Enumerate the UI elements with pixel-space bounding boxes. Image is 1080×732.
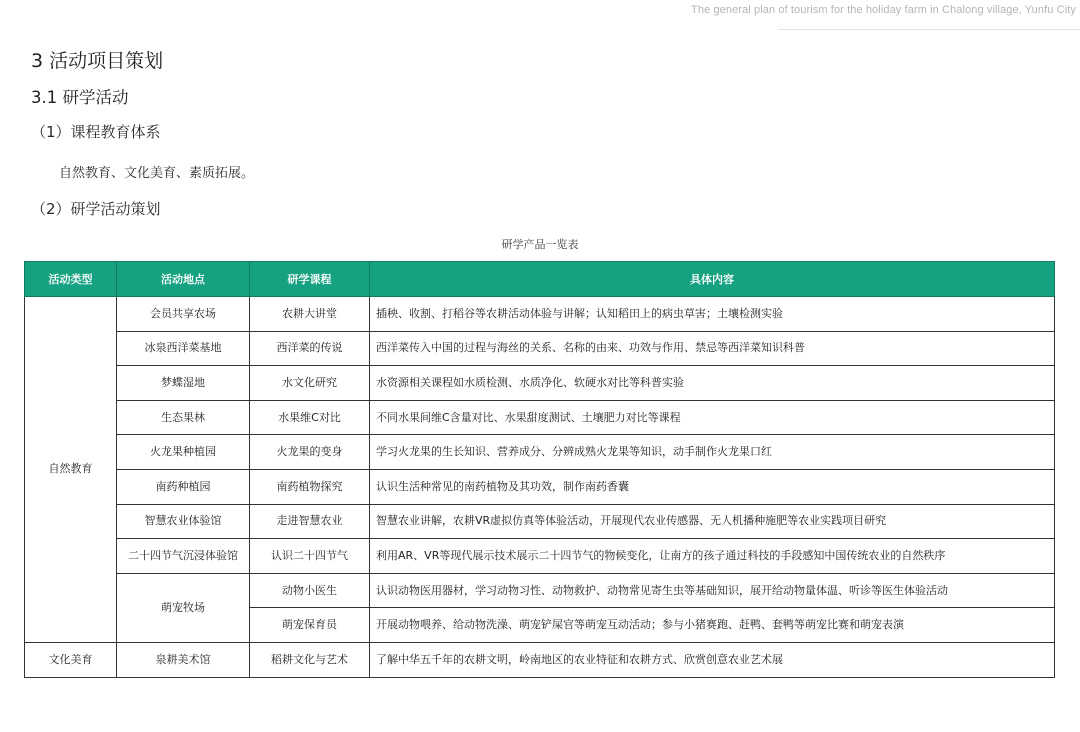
content-cell: 认识动物医用器材，学习动物习性、动物救护、动物常见寄生虫等基础知识，展开给动物量体温、听诊等医生体验活动	[370, 573, 1055, 608]
course-cell: 火龙果的变身	[250, 435, 370, 470]
product-table	[24, 261, 1055, 678]
table-row	[25, 504, 1055, 539]
content-cell: 水资源相关课程如水质检测、水质净化、软硬水对比等科普实验	[370, 366, 1055, 401]
header-type: 活动类型	[25, 262, 117, 297]
location-cell: 生态果林	[117, 400, 250, 435]
header-course: 研学课程	[250, 262, 370, 297]
table-row	[25, 539, 1055, 574]
table-row	[25, 400, 1055, 435]
course-cell: 水果维C对比	[250, 400, 370, 435]
header-location: 活动地点	[117, 262, 250, 297]
content-cell: 开展动物喂养、给动物洗澡、萌宠铲屎官等萌宠互动活动；参与小猪赛跑、赶鸭、套鸭等萌宠比赛和萌宠表演	[370, 608, 1055, 643]
header-content: 具体内容	[370, 262, 1055, 297]
table-row	[25, 573, 1055, 608]
location-cell: 梦蝶湿地	[117, 366, 250, 401]
location-cell: 火龙果种植园	[117, 435, 250, 470]
content-cell: 学习火龙果的生长知识、营养成分、分辨成熟火龙果等知识，动手制作火龙果口红	[370, 435, 1055, 470]
subsection-title: 3.1 研学活动	[31, 88, 129, 107]
content-cell: 了解中华五千年的农耕文明，岭南地区的农业特征和农耕方式、欣赏创意农业艺术展	[370, 642, 1055, 677]
table-row	[25, 469, 1055, 504]
course-system-text: 自然教育、文化美育、素质拓展。	[59, 166, 255, 181]
activity-plan-heading: （2）研学活动策划	[31, 200, 161, 218]
table-header-row	[25, 262, 1055, 297]
header-caption: The general plan of tourism for the holiday farm in Chalong village, Yunfu City	[691, 4, 1076, 16]
location-cell: 智慧农业体验馆	[117, 504, 250, 539]
content-cell: 不同水果间维C含量对比、水果甜度测试、土壤肥力对比等课程	[370, 400, 1055, 435]
table-row	[25, 366, 1055, 401]
section-title: 3 活动项目策划	[31, 50, 164, 72]
activity-type-cell: 自然教育	[25, 297, 117, 643]
course-cell: 农耕大讲堂	[250, 297, 370, 332]
content-cell: 插秧、收割、打稻谷等农耕活动体验与讲解；认知稻田上的病虫草害；土壤检测实验	[370, 297, 1055, 332]
course-cell: 西洋菜的传说	[250, 331, 370, 366]
location-cell: 冰泉西洋菜基地	[117, 331, 250, 366]
content-cell: 认识生活种常见的南药植物及其功效，制作南药香囊	[370, 469, 1055, 504]
course-cell: 稻耕文化与艺术	[250, 642, 370, 677]
course-cell: 认识二十四节气	[250, 539, 370, 574]
course-cell: 萌宠保育员	[250, 608, 370, 643]
course-cell: 动物小医生	[250, 573, 370, 608]
header-rule	[778, 29, 1080, 30]
location-cell: 会员共享农场	[117, 297, 250, 332]
location-cell: 萌宠牧场	[117, 573, 250, 642]
location-cell: 二十四节气沉浸体验馆	[117, 539, 250, 574]
content-cell: 智慧农业讲解，农耕VR虚拟仿真等体验活动，开展现代农业传感器、无人机播种施肥等农业实践项目研究	[370, 504, 1055, 539]
course-system-heading: （1）课程教育体系	[31, 123, 161, 141]
course-cell: 走进智慧农业	[250, 504, 370, 539]
location-cell: 泉耕美术馆	[117, 642, 250, 677]
table-row	[25, 642, 1055, 677]
table-row	[25, 331, 1055, 366]
course-cell: 水文化研究	[250, 366, 370, 401]
content-cell: 西洋菜传入中国的过程与海丝的关系、名称的由来、功效与作用、禁忌等西洋菜知识科普	[370, 331, 1055, 366]
table-row	[25, 297, 1055, 332]
table-caption: 研学产品一览表	[501, 238, 579, 251]
content-cell: 利用AR、VR等现代展示技术展示二十四节气的物候变化，让南方的孩子通过科技的手段感知中国传统农业的自然秩序	[370, 539, 1055, 574]
activity-type-cell: 文化美育	[25, 642, 117, 677]
table-row	[25, 435, 1055, 470]
course-cell: 南药植物探究	[250, 469, 370, 504]
location-cell: 南药种植园	[117, 469, 250, 504]
